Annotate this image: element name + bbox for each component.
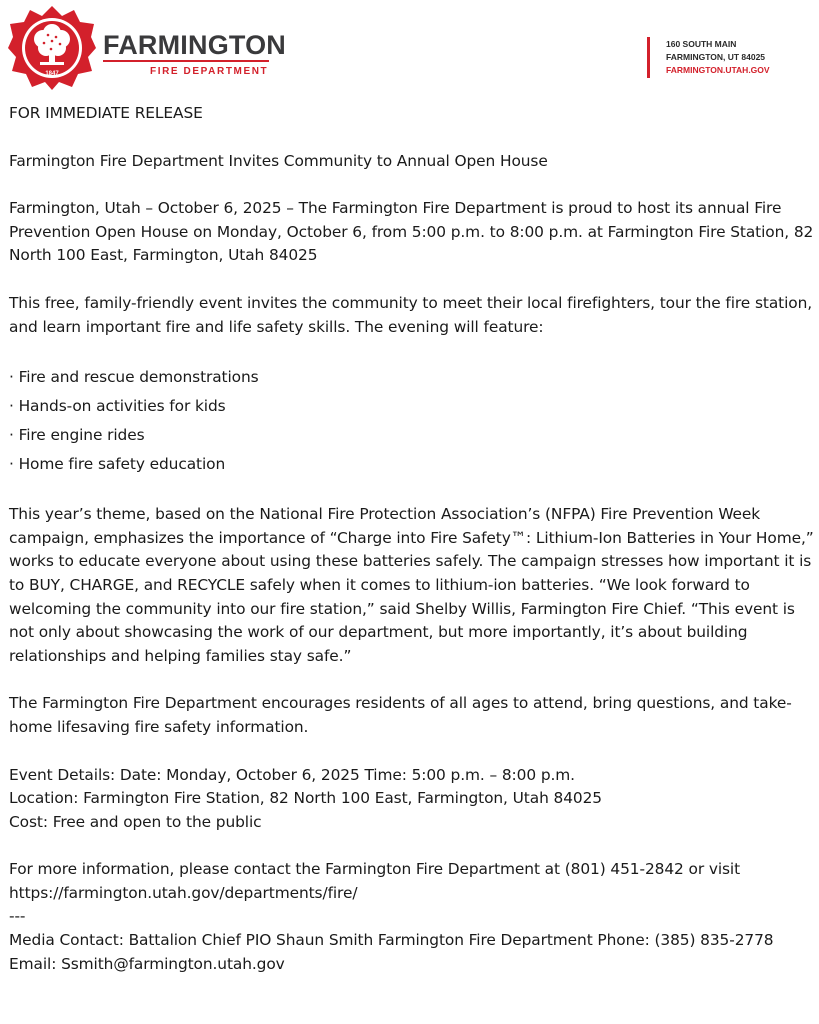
event-details-cost: Cost: Free and open to the public [9, 812, 262, 831]
logo-subtitle: FIRE DEPARTMENT [150, 66, 269, 77]
fire-department-badge-logo [8, 5, 96, 91]
established-year: 1847 [45, 71, 59, 77]
event-details [9, 764, 815, 835]
encourage-paragraph: The Farmington Fire Department encourages residents of all ages to attend, bring questions, and take-home lifesaving fire safety information. [9, 694, 792, 736]
address-city: FARMINGTON, UT 84025 [666, 52, 766, 62]
lead-paragraph: Farmington, Utah – October 6, 2025 – The Farmington Fire Department is proud to host its annual Fire Prevention Open House on Monday, October 6, from 5:00 p.m. to 8:00 p.m. at Farmington Fire Station, 82 North 100 East, Farmington, Utah 84025 [9, 199, 814, 265]
address-street: 160 SOUTH MAIN [666, 39, 737, 49]
website-link[interactable]: FARMINGTON.UTAH.GOV [666, 65, 770, 75]
theme-paragraph: This year’s theme, based on the National Fire Protection Association’s (NFPA) Fire Prevention Week campaign, emphasizes the importance of “Charge into Fire Safety™: Lithium-Ion Batteries in Your Home,” works to educate everyone about using these batteries safely. The campaign stresses how important it is to BUY, CHARGE, and RECYCLE safely when it comes to lithium-ion batteries. “We look forward to welcoming the community into our fire station,” said Shelby Willis, Farmington Fire Chief. “This event is not only about showcasing the work of our department, but more importantly, it’s about building relationships and helping families stay safe.” [9, 505, 814, 665]
press-release-body [9, 102, 815, 976]
address-accent-bar [647, 37, 650, 78]
list-item: · Fire engine rides [9, 426, 145, 445]
event-details-date: Event Details: Date: Monday, October 6, 2025 Time: 5:00 p.m. – 8:00 p.m. [9, 765, 575, 784]
list-item: · Hands-on activities for kids [9, 397, 226, 416]
intro-paragraph: This free, family-friendly event invites the community to meet their local firefighters, tour the fire station, and learn important fire and life safety skills. The evening will feature: [9, 293, 813, 336]
letterhead [0, 0, 819, 100]
release-label: FOR IMMEDIATE RELEASE [9, 104, 203, 122]
feature-list [9, 363, 815, 479]
address-block [666, 38, 770, 77]
list-item: · Fire and rescue demonstrations [9, 368, 259, 387]
media-contact: Media Contact: Battalion Chief PIO Shaun Smith Farmington Fire Department Phone: (385) 835-2778 Email: Ssmith@farmington.utah.gov [9, 931, 774, 973]
separator: --- [9, 907, 26, 926]
release-headline: Farmington Fire Department Invites Community to Annual Open House [9, 151, 548, 170]
logo-divider [103, 60, 269, 62]
more-info-paragraph: For more information, please contact the Farmington Fire Department at (801) 451-2842 or visit https://farmington.utah.gov/departments/fire/ [9, 860, 741, 902]
event-details-location: Location: Farmington Fire Station, 82 North 100 East, Farmington, Utah 84025 [9, 789, 602, 808]
logo-wordmark: FARMINGTON [103, 30, 286, 60]
list-item: · Home fire safety education [9, 455, 226, 474]
